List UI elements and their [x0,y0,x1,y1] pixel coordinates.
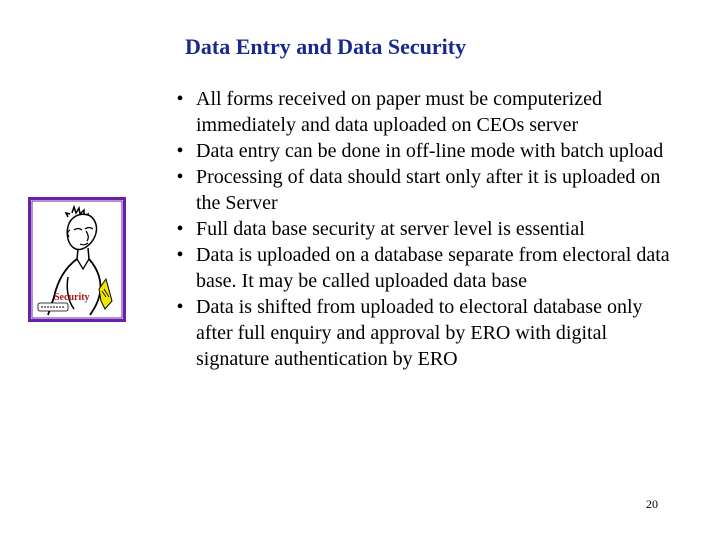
bullet-text: Data entry can be done in off-line mode with batch upload [196,140,664,162]
bullet-marker: • [176,244,184,266]
bullet-item [170,242,670,294]
page-number: 20 [646,497,658,511]
bullet-item [170,216,670,242]
bullet-item [170,138,670,164]
bullet-text: Data is shifted from uploaded to electoral database only after full enquiry and approval by ERO with digital signature authentication by ERO [196,296,643,370]
bullet-list [170,86,670,372]
bullet-marker: • [176,88,184,110]
bullet-item [170,294,670,372]
bullet-text: All forms received on paper must be computerized immediately and data uploaded on CEOs server [196,88,602,136]
security-guard-clipart [28,197,126,322]
security-guard-illustration [28,197,126,322]
bullet-text: Full data base security at server level is essential [196,218,585,240]
bullet-text: Data is uploaded on a database separate from electoral data base. It may be called uploaded data base [196,244,670,292]
bullet-marker: • [176,218,184,240]
slide-title: Data Entry and Data Security [185,34,467,59]
bullet-marker: • [176,166,184,188]
clipart-caption: Security [54,292,90,303]
bullet-marker: • [176,140,184,162]
bullet-item [170,164,670,216]
bullet-text: Processing of data should start only after it is uploaded on the Server [196,166,661,214]
bullet-marker: • [176,296,184,318]
bullet-item [170,86,670,138]
